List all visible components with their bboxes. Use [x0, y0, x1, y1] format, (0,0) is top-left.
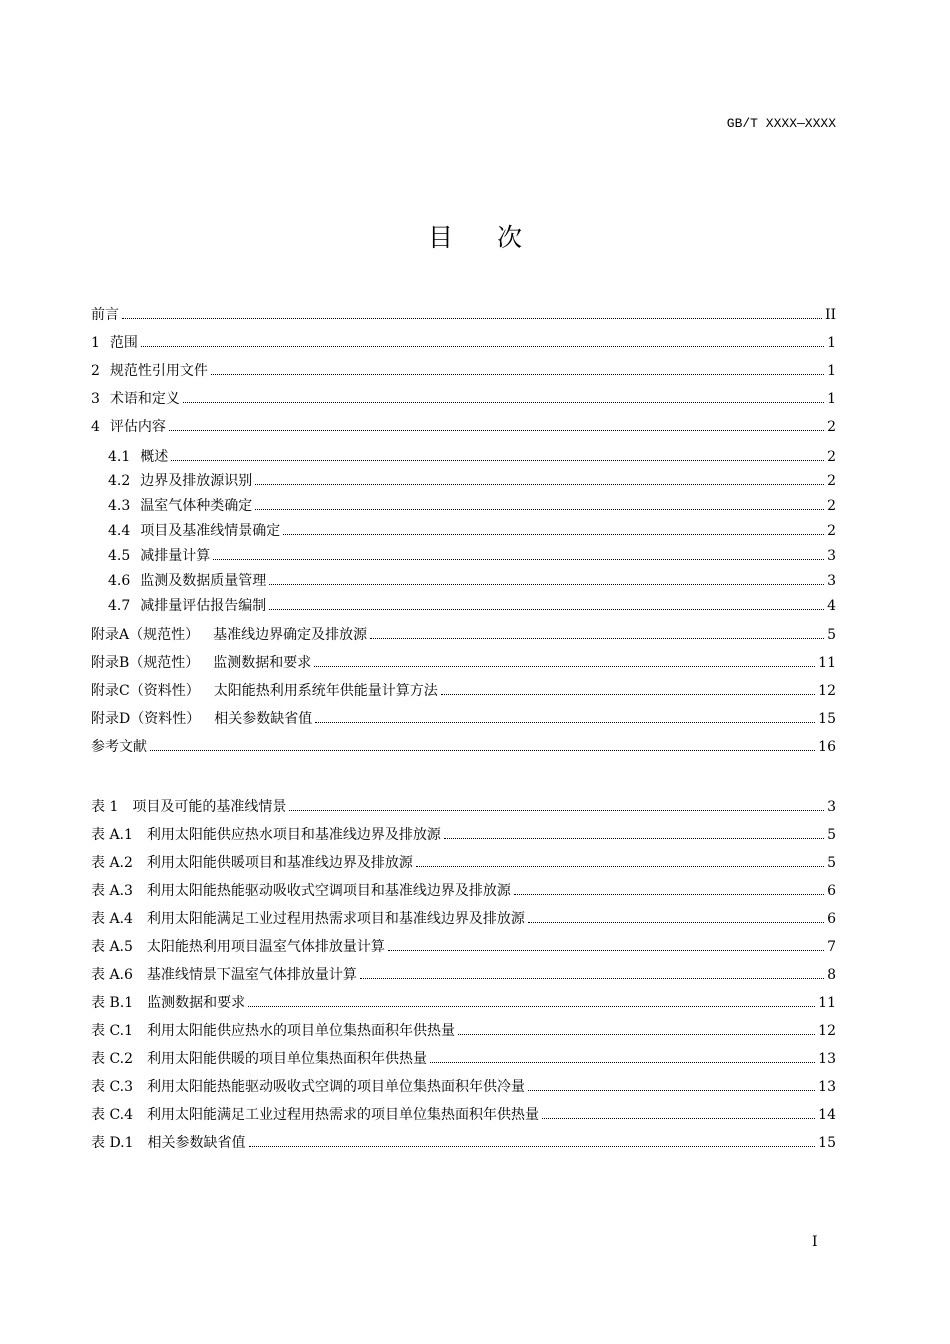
table-list-entry[interactable]	[91, 882, 836, 900]
dot-leader	[255, 483, 824, 485]
entry-title: 监测数据和要求	[213, 655, 312, 671]
dot-leader	[213, 558, 824, 560]
entry-title: 利用太阳能供应热水项目和基准线边界及排放源	[146, 827, 441, 843]
entry-number: 4.2	[108, 473, 131, 489]
entry-number: 表 D.1	[91, 1135, 134, 1151]
entry-title: 相关参数缺省值	[214, 711, 313, 727]
entry-page: II	[824, 307, 836, 323]
entry-label	[91, 710, 315, 728]
entry-page: 15	[818, 711, 836, 727]
entry-page: 8	[827, 967, 836, 983]
dot-leader	[416, 865, 824, 867]
dot-leader	[269, 608, 824, 610]
entry-label	[91, 854, 416, 872]
entry-page: 3	[827, 548, 836, 564]
entry-title: 利用太阳能供暖项目和基准线边界及排放源	[146, 855, 413, 871]
dot-leader	[211, 373, 824, 375]
table-list-entry[interactable]	[91, 966, 836, 984]
toc-entry[interactable]	[108, 547, 836, 565]
entry-label	[108, 472, 255, 490]
entry-number: 4.1	[108, 449, 131, 465]
entry-page: 11	[818, 655, 836, 671]
table-list-entry[interactable]	[91, 1106, 836, 1124]
toc-entry[interactable]	[91, 682, 836, 700]
dot-leader	[255, 508, 824, 510]
entry-label	[91, 626, 370, 644]
entry-number: 表 C.2	[91, 1051, 134, 1067]
entry-label	[91, 418, 169, 436]
entry-page: 3	[827, 799, 836, 815]
entry-page: 15	[818, 1135, 836, 1151]
entry-page: 5	[827, 627, 836, 643]
entry-number: 4.5	[108, 548, 131, 564]
table-list-entry[interactable]	[91, 910, 836, 928]
entry-number: 4.3	[108, 498, 131, 514]
entry-page: 1	[827, 335, 836, 351]
entry-title: 术语和定义	[109, 391, 180, 407]
entry-label	[91, 1022, 458, 1040]
entry-number: 4.6	[108, 573, 131, 589]
entry-title: 边界及排放源识别	[140, 473, 253, 489]
entry-title: 相关参数缺省值	[147, 1135, 246, 1151]
toc-entry[interactable]	[108, 472, 836, 490]
toc-entry[interactable]	[108, 572, 836, 590]
entry-label	[91, 362, 211, 380]
entry-number: 表 A.5	[91, 939, 133, 955]
toc-entry[interactable]	[91, 390, 836, 408]
entry-title: 概述	[140, 449, 169, 465]
entry-title: 评估内容	[109, 419, 166, 435]
entry-title: 利用太阳能满足工业过程用热需求的项目单位集热面积年供热量	[147, 1107, 540, 1123]
page-number: I	[812, 1234, 818, 1250]
entry-title: 项目及可能的基准线情景	[132, 799, 287, 815]
entry-label	[91, 1134, 249, 1152]
toc-entry[interactable]	[108, 497, 836, 515]
entry-page: 13	[818, 1051, 836, 1067]
entry-label	[91, 1106, 542, 1124]
entry-title: 温室气体种类确定	[140, 498, 253, 514]
toc-entry[interactable]	[91, 334, 836, 352]
entry-title: 项目及基准线情景确定	[140, 523, 281, 539]
entry-number: 表 C.4	[91, 1107, 134, 1123]
toc-entry[interactable]	[91, 738, 836, 756]
entry-label	[91, 910, 528, 928]
entry-number: 表 1	[91, 799, 119, 815]
entry-number: 3	[91, 391, 100, 407]
dot-leader	[528, 921, 824, 923]
entry-label	[108, 448, 171, 466]
entry-label	[91, 738, 150, 756]
entry-number: 4.4	[108, 523, 131, 539]
entry-page: 5	[827, 827, 836, 843]
table-list-entry[interactable]	[91, 854, 836, 872]
dot-leader	[269, 583, 824, 585]
entry-label	[91, 1078, 528, 1096]
entry-label	[108, 597, 269, 615]
entry-label	[91, 306, 122, 324]
entry-label	[91, 798, 289, 816]
entry-page: 3	[827, 573, 836, 589]
dot-leader	[122, 317, 822, 319]
entry-title: 太阳能热利用系统年供能量计算方法	[213, 683, 438, 699]
entry-label	[108, 522, 283, 540]
table-list-entry[interactable]	[91, 1050, 836, 1068]
dot-leader	[169, 429, 824, 431]
entry-title: 利用太阳能供应热水的项目单位集热面积年供热量	[147, 1023, 456, 1039]
table-list-entry[interactable]	[91, 1022, 836, 1040]
title-char: 次	[497, 223, 523, 252]
dot-leader	[528, 1089, 815, 1091]
entry-title: 减排量计算	[140, 548, 211, 564]
entry-title: 监测及数据质量管理	[140, 573, 267, 589]
entry-title: 范围	[109, 335, 138, 351]
entry-label	[91, 826, 444, 844]
entry-page: 6	[827, 911, 836, 927]
dot-leader	[370, 637, 824, 639]
standard-header: GB/T XXXX—XXXX	[726, 116, 836, 131]
title-char: 目	[427, 223, 453, 252]
dot-leader	[388, 949, 824, 951]
entry-number: 附录A（规范性）	[91, 627, 200, 643]
toc-entry[interactable]	[91, 710, 836, 728]
dot-leader	[441, 693, 815, 695]
dot-leader	[150, 749, 815, 751]
entry-page: 11	[818, 995, 836, 1011]
entry-number: 表 A.4	[91, 911, 133, 927]
table-list-entry[interactable]	[91, 1078, 836, 1096]
entry-title: 监测数据和要求	[147, 995, 246, 1011]
entry-page: 2	[827, 523, 836, 539]
dot-leader	[183, 401, 824, 403]
entry-label	[91, 938, 388, 956]
entry-label	[108, 497, 255, 515]
entry-page: 1	[827, 363, 836, 379]
entry-number: 4.7	[108, 598, 131, 614]
dot-leader	[171, 459, 824, 461]
entry-label	[91, 882, 514, 900]
entry-label	[91, 334, 141, 352]
entry-number: 表 C.1	[91, 1023, 134, 1039]
table-list-entry[interactable]	[91, 826, 836, 844]
entry-number: 表 C.3	[91, 1079, 134, 1095]
entry-page: 16	[818, 739, 836, 755]
dot-leader	[315, 721, 815, 723]
entry-number: 附录B（规范性）	[91, 655, 200, 671]
entry-label	[91, 1050, 430, 1068]
entry-number: 表 A.2	[91, 855, 133, 871]
entry-page: 12	[818, 1023, 836, 1039]
table-list-entry[interactable]	[91, 938, 836, 956]
entry-number: 2	[91, 363, 100, 379]
entry-number: 1	[91, 335, 100, 351]
dot-leader	[514, 893, 824, 895]
toc-entry[interactable]	[91, 654, 836, 672]
toc-entry[interactable]	[91, 306, 836, 324]
entry-label	[108, 547, 213, 565]
entry-title: 基准线边界确定及排放源	[213, 627, 368, 643]
entry-label	[108, 572, 269, 590]
entry-page: 13	[818, 1079, 836, 1095]
entry-page: 2	[827, 449, 836, 465]
entry-title: 利用太阳能供暖的项目单位集热面积年供热量	[147, 1051, 428, 1067]
entry-title: 利用太阳能热能驱动吸收式空调的项目单位集热面积年供冷量	[147, 1079, 526, 1095]
entry-page: 14	[818, 1107, 836, 1123]
entry-page: 2	[827, 498, 836, 514]
dot-leader	[542, 1117, 815, 1119]
entry-number: 4	[91, 419, 100, 435]
entry-page: 1	[827, 391, 836, 407]
entry-label	[91, 994, 248, 1012]
entry-title: 太阳能热利用项目温室气体排放量计算	[146, 939, 385, 955]
dot-leader	[283, 533, 824, 535]
entry-title: 规范性引用文件	[109, 363, 208, 379]
entry-number: 附录D（资料性）	[91, 711, 201, 727]
toc-entry[interactable]	[91, 362, 836, 380]
entry-number: 表 A.1	[91, 827, 133, 843]
page-title	[0, 218, 950, 254]
entry-label	[91, 390, 183, 408]
toc-entry[interactable]	[108, 597, 836, 615]
dot-leader	[430, 1061, 815, 1063]
entry-title: 基准线情景下温室气体排放量计算	[146, 967, 357, 983]
entry-number: 附录C（资料性）	[91, 683, 200, 699]
dot-leader	[248, 1005, 815, 1007]
entry-page: 2	[827, 419, 836, 435]
entry-title: 利用太阳能热能驱动吸收式空调项目和基准线边界及排放源	[146, 883, 511, 899]
dot-leader	[141, 345, 824, 347]
toc-entry[interactable]	[91, 418, 836, 436]
toc-entry[interactable]	[108, 522, 836, 540]
entry-page: 12	[818, 683, 836, 699]
dot-leader	[360, 977, 824, 979]
entry-page: 2	[827, 473, 836, 489]
entry-page: 6	[827, 883, 836, 899]
entry-title: 利用太阳能满足工业过程用热需求项目和基准线边界及排放源	[146, 911, 525, 927]
dot-leader	[249, 1145, 816, 1147]
table-list-entry[interactable]	[91, 798, 836, 816]
dot-leader	[314, 665, 815, 667]
entry-number: 表 B.1	[91, 995, 134, 1011]
entry-title: 参考文献	[91, 739, 147, 755]
table-list-entry[interactable]	[91, 1134, 836, 1152]
dot-leader	[289, 809, 824, 811]
entry-label	[91, 682, 441, 700]
entry-number: 表 A.3	[91, 883, 133, 899]
toc-entry[interactable]	[91, 626, 836, 644]
entry-page: 7	[827, 939, 836, 955]
entry-title: 前言	[91, 307, 119, 323]
entry-label	[91, 966, 360, 984]
entry-label	[91, 654, 314, 672]
entry-number: 表 A.6	[91, 967, 133, 983]
dot-leader	[444, 837, 824, 839]
entry-page: 5	[827, 855, 836, 871]
entry-title: 减排量评估报告编制	[140, 598, 267, 614]
dot-leader	[458, 1033, 815, 1035]
toc-entry[interactable]	[108, 448, 836, 466]
table-list-entry[interactable]	[91, 994, 836, 1012]
entry-page: 4	[827, 598, 836, 614]
